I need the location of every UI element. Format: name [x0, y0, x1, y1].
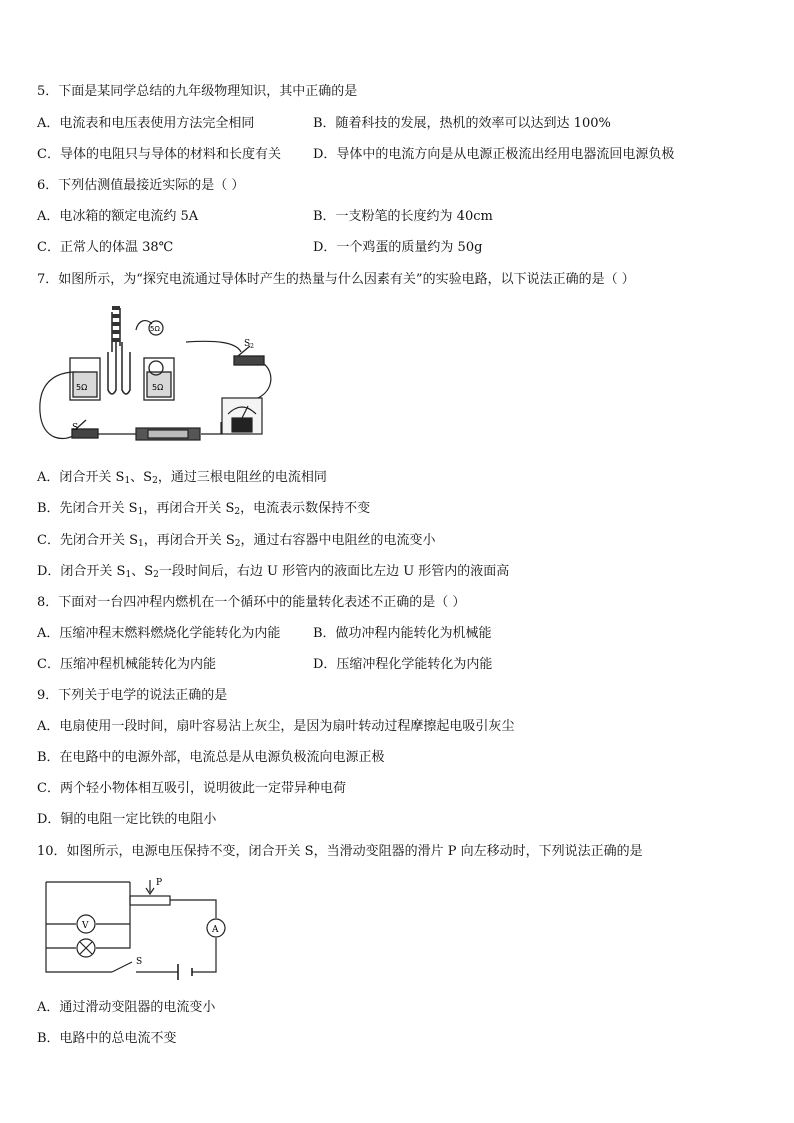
q8-option-b: B．做功冲程内能转化为机械能	[313, 626, 492, 641]
q7-stem: 7．如图所示，为“探究电流通过导体时产生的热量与什么因素有关”的实验电路，以下说法正确的是（ ）	[37, 272, 635, 287]
q7-switch-s-label: S	[72, 423, 79, 433]
q9-option-c: C．两个轻小物体相互吸引，说明彼此一定带异种电荷	[37, 781, 346, 796]
q10-option-b: B．电路中的总电流不变	[37, 1031, 177, 1046]
q7-switch-s2-label: $S_2$	[244, 339, 254, 350]
q8-option-d: D．压缩冲程化学能转化为内能	[313, 657, 493, 672]
q7-circuit-figure	[36, 302, 280, 454]
q7-option-d: D．闭合开关 $S_1$、$S_2$一段时间后，右边 U 形管内的液面比左边 U 形管内的液面高	[37, 564, 510, 580]
q7-battery	[136, 428, 200, 440]
q7-right-container	[144, 358, 174, 400]
q7-ammeter	[222, 398, 262, 434]
q7-right-resistor-label: 5Ω	[152, 383, 164, 392]
q7-u-tube-rack	[112, 306, 120, 342]
q10-stem: 10．如图所示，电源电压保持不变，闭合开关 S，当滑动变阻器的滑片 P 向左移动时，下列说法正确的是	[37, 844, 643, 859]
q5-stem: 5．下面是某同学总结的九年级物理知识，其中正确的是	[37, 84, 358, 99]
q10-rheostat	[130, 896, 170, 905]
q7-left-container	[70, 358, 100, 400]
q9-option-b: B．在电路中的电源外部，电流总是从电源负极流向电源正极	[37, 750, 385, 765]
q7-right-wire	[258, 364, 271, 398]
q10-left-wire	[46, 882, 112, 972]
q10-switch	[112, 962, 132, 972]
q10-switch-label: S	[136, 957, 143, 967]
q10-voltmeter-label: V	[82, 921, 89, 931]
q6-stem: 6．下列估测值最接近实际的是（ ）	[37, 178, 245, 193]
q6-option-a: A．电冰箱的额定电流约 5A	[37, 209, 199, 224]
q7-left-resistor-label: 5Ω	[76, 383, 88, 392]
q10-battery	[178, 964, 192, 980]
q9-option-a: A．电扇使用一段时间，扇叶容易沾上灰尘，是因为扇叶转动过程摩擦起电吸引灰尘	[37, 719, 515, 734]
q8-stem: 8．下面对一台四冲程内燃机在一个循环中的能量转化表述不正确的是（ ）	[37, 595, 466, 610]
q10-slider-label: P	[156, 878, 163, 888]
q6-option-c: C．正常人的体温 38℃	[37, 240, 174, 255]
q8-option-a: A．压缩冲程末燃料燃烧化学能转化为内能	[37, 626, 281, 641]
q10-slider-arrow	[146, 880, 154, 894]
q9-option-d: D．铜的电阻一定比铁的电阻小	[37, 812, 217, 827]
q7-option-a: A．闭合开关 $S_1$、$S_2$，通过三根电阻丝的电流相同	[37, 470, 327, 486]
q7-option-c: C．先闭合开关 $S_1$，再闭合开关 $S_2$，通过右容器中电阻丝的电流变小	[37, 533, 436, 549]
q10-right-bottom-wire	[192, 938, 216, 972]
q7-top-wire	[186, 341, 241, 352]
q10-top-right-wire	[170, 900, 216, 918]
q7-top-resistor-label: 5Ω	[150, 325, 160, 333]
q5-option-a: A．电流表和电压表使用方法完全相同	[37, 116, 255, 131]
q5-option-c: C．导体的电阻只与导体的材料和长度有关	[37, 147, 281, 162]
q10-circuit-figure	[40, 872, 240, 982]
q9-stem: 9．下列关于电学的说法正确的是	[37, 688, 228, 703]
q6-option-d: D．一个鸡蛋的质量约为 50g	[313, 240, 483, 255]
q10-option-a: A．通过滑动变阻器的电流变小	[37, 1000, 216, 1015]
q5-option-d: D．导体中的电流方向是从电源正极流出经用电器流回电源负极	[313, 147, 675, 162]
q10-ammeter-label: A	[212, 925, 219, 935]
q7-option-b: B．先闭合开关 $S_1$，再闭合开关 $S_2$，电流表示数保持不变	[37, 501, 371, 517]
q6-option-b: B．一支粉笔的长度约为 40cm	[313, 209, 493, 224]
q5-option-b: B．随着科技的发展，热机的效率可以达到达 100%	[313, 116, 611, 131]
q7-u-tubes	[108, 308, 130, 394]
q7-bottom-wire-2	[201, 422, 221, 434]
q8-option-c: C．压缩冲程机械能转化为内能	[37, 657, 216, 672]
